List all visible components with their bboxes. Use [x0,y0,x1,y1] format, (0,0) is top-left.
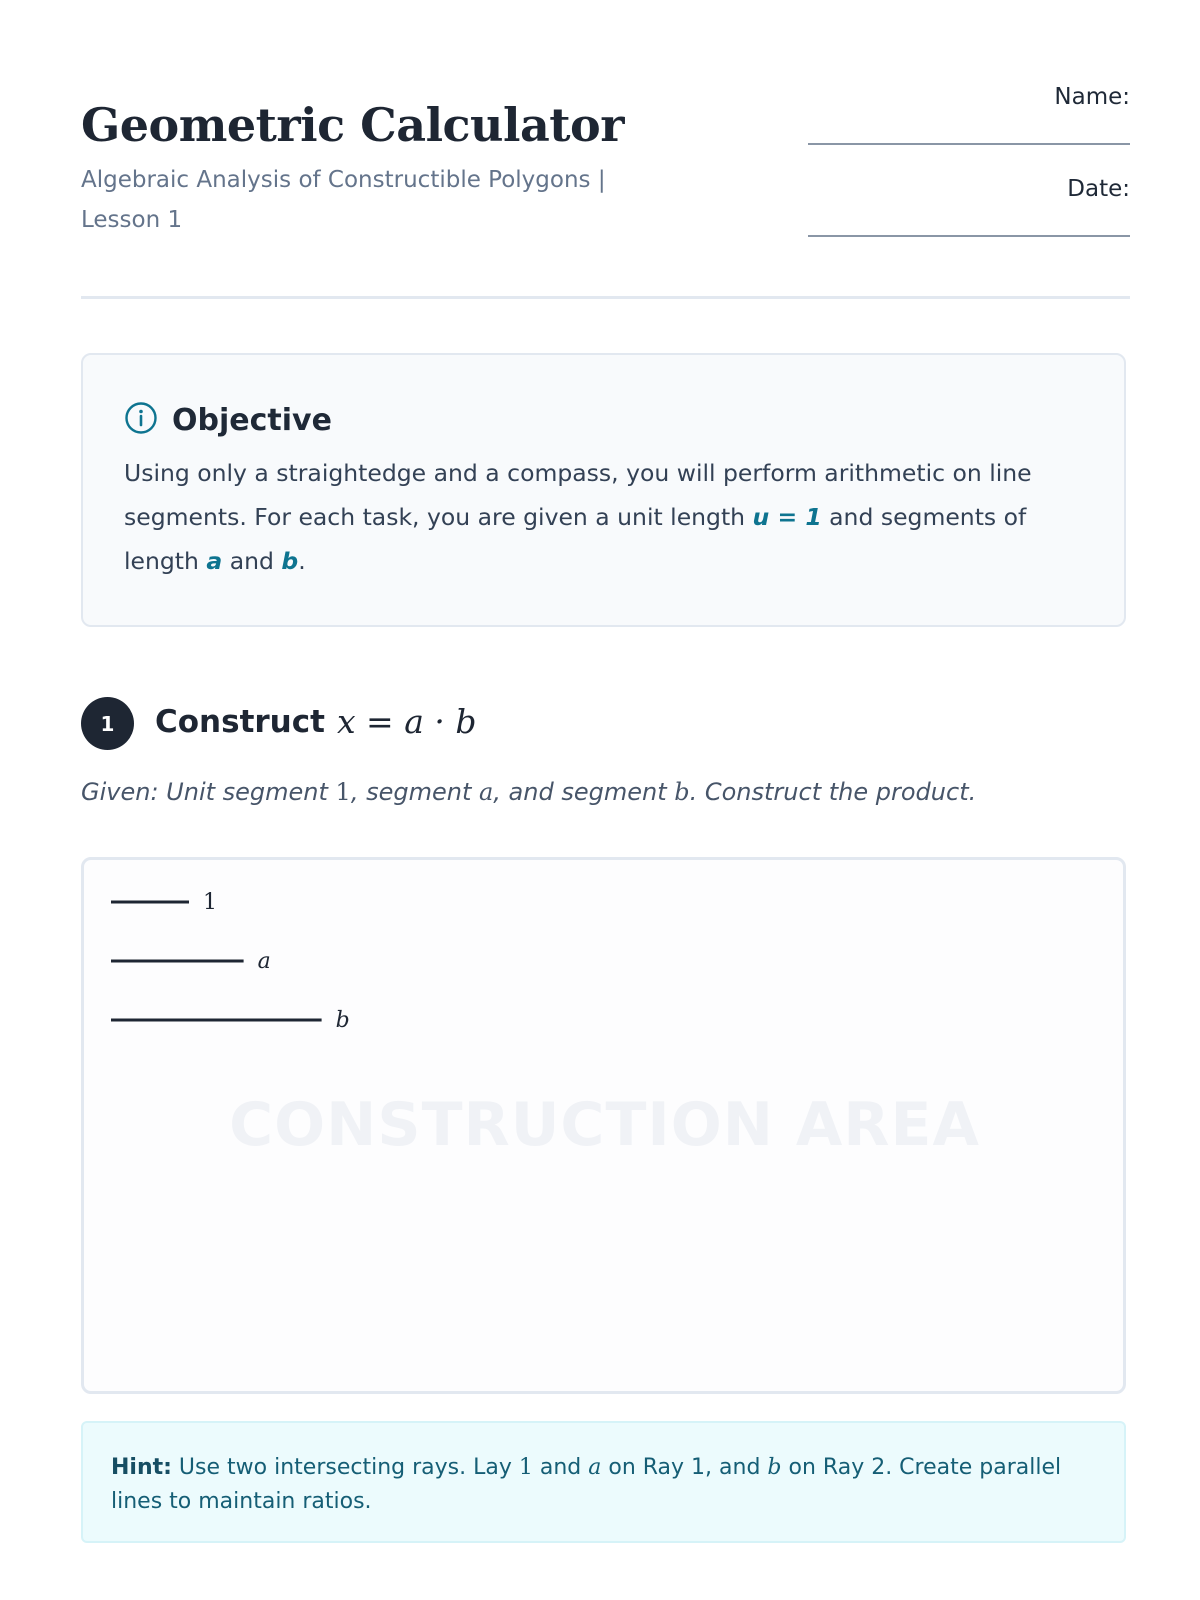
task-formula: x = a · b [336,702,477,741]
task-given [81,778,976,806]
objective-text-part: . [298,547,306,575]
segment-label-1: 1 [203,890,217,915]
given-text-part: . Construct the product. [689,778,977,806]
hint-a: a [588,1455,602,1480]
segment-label-b: b [335,1008,350,1033]
construction-watermark: CONSTRUCTION AREA [229,1090,980,1160]
page-title: Geometric Calculator [81,98,624,152]
given-b: b [674,778,690,806]
given-unit: 1 [335,778,351,806]
hint-text-part: and [532,1455,589,1480]
name-field[interactable] [808,143,1130,145]
variable-a: a [206,547,223,575]
hint-box [81,1421,1126,1543]
given-a: a [478,778,494,806]
given-text-part: Given: Unit segment [81,778,336,806]
objective-text [124,451,1084,583]
hint-unit: 1 [518,1455,533,1480]
hint-b: b [767,1455,782,1480]
task-title [155,702,476,741]
task-number-badge: 1 [81,697,134,750]
date-label: Date: [1067,176,1130,202]
worksheet-page [81,0,1130,1514]
given-text-part: , and segment [493,778,675,806]
objective-text-part: and [222,547,282,575]
variable-b: b [281,547,299,575]
unit-variable: u = 1 [752,503,822,531]
objective-title: Objective [172,402,332,438]
hint-text-part: Use two intersecting rays. Lay [171,1455,519,1480]
objective-box [81,353,1126,627]
given-segments [84,860,1124,1060]
objective-text-part: and segments of length [124,503,1027,575]
name-label: Name: [1054,84,1130,110]
construction-area[interactable] [81,857,1126,1394]
given-text-part: , segment [350,778,479,806]
info-circle-icon [124,401,158,439]
date-field[interactable] [808,235,1130,237]
page-subtitle: Algebraic Analysis of Constructible Polygons | Lesson 1 [81,167,606,233]
hint-text [111,1451,1101,1519]
segment-label-a: a [257,949,271,974]
worksheet-header [81,0,1130,300]
hint-label: Hint: [111,1455,172,1480]
hint-text-part: on Ray 2. Create parallel lines to maintain ratios. [111,1455,1062,1514]
task-title-prefix: Construct [155,703,325,740]
objective-heading [124,401,332,439]
objective-text-part: Using only a straightedge and a compass, you will perform arithmetic on line segments. For each task, you are given a unit length [124,459,1032,531]
hint-text-part: on Ray 1, and [601,1455,768,1480]
header-divider [81,296,1130,299]
